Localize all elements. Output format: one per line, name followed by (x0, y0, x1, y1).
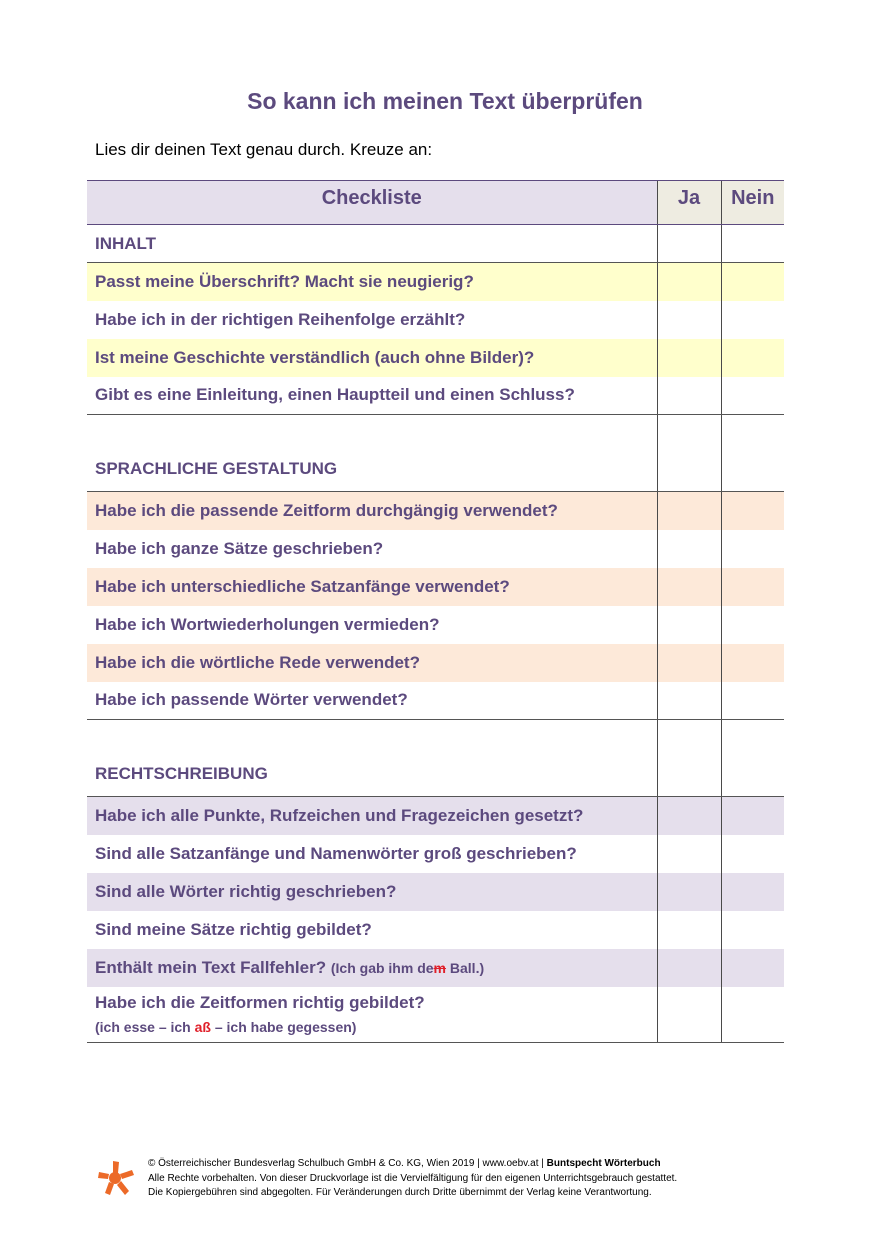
no-checkbox-cell[interactable] (721, 530, 784, 568)
table-row (87, 835, 784, 873)
section-heading-row (87, 225, 784, 263)
no-checkbox-cell[interactable] (721, 492, 784, 530)
no-checkbox-cell[interactable] (721, 949, 784, 987)
yes-checkbox-cell[interactable] (657, 644, 721, 682)
question-text: Ist meine Geschichte verständlich (auch ohne Bilder)? (87, 339, 657, 377)
question-text: Habe ich die Zeitformen richtig gebildet? (95, 993, 425, 1013)
no-checkbox-cell[interactable] (721, 339, 784, 377)
question-text: Gibt es eine Einleitung, einen Hauptteil und einen Schluss? (87, 377, 657, 415)
no-checkbox-cell[interactable] (721, 835, 784, 873)
no-checkbox-cell[interactable] (721, 720, 784, 797)
table-row (87, 530, 784, 568)
table-row (87, 606, 784, 644)
instructions: Lies dir deinen Text genau durch. Kreuze an: (95, 140, 433, 159)
example-end: Ball.) (446, 959, 485, 976)
table-row (87, 492, 784, 530)
table-row (87, 911, 784, 949)
no-checkbox-cell[interactable] (721, 644, 784, 682)
table-row (87, 377, 784, 415)
table-row (87, 949, 784, 987)
no-checkbox-cell[interactable] (721, 873, 784, 911)
yes-header: Ja (657, 181, 721, 225)
section-title-inhalt: INHALT (87, 225, 657, 263)
example-text (95, 1019, 657, 1035)
yes-checkbox-cell[interactable] (657, 835, 721, 873)
table-row (87, 301, 784, 339)
no-checkbox-cell[interactable] (721, 263, 784, 301)
no-checkbox-cell[interactable] (721, 797, 784, 835)
question-text: Habe ich passende Wörter verwendet? (87, 682, 657, 720)
yes-checkbox-cell[interactable] (657, 301, 721, 339)
no-checkbox-cell[interactable] (721, 225, 784, 263)
question-text: Habe ich in der richtigen Reihenfolge erzählt? (95, 309, 466, 329)
question-text: Habe ich Wortwiederholungen vermieden? (95, 614, 440, 634)
section-heading-row (87, 415, 784, 492)
question-text: Sind meine Sätze richtig gebildet? (95, 919, 372, 939)
page-title: So kann ich meinen Text überprüfen (247, 88, 643, 114)
checklist-header: Checkliste (87, 181, 657, 225)
yes-checkbox-cell[interactable] (657, 568, 721, 606)
example-start: (ich esse – ich (95, 1019, 195, 1036)
question-text: Habe ich alle Punkte, Rufzeichen und Fragezeichen gesetzt? (87, 797, 657, 835)
yes-checkbox-cell[interactable] (657, 530, 721, 568)
table-row (87, 873, 784, 911)
example-error: m (433, 959, 446, 976)
yes-checkbox-cell[interactable] (657, 606, 721, 644)
no-header: Nein (721, 181, 784, 225)
example-end: – ich habe gegessen) (210, 1019, 357, 1036)
yes-checkbox-cell[interactable] (657, 987, 721, 1043)
example-start: (Ich gab ihm de (330, 959, 434, 976)
yes-checkbox-cell[interactable] (657, 797, 721, 835)
footer-line-2: Alle Rechte vorbehalten. Von dieser Druckvorlage ist die Vervielfältigung für den eigenen Unterrichtsgebrauch gestattet. (148, 1172, 678, 1184)
yes-checkbox-cell[interactable] (657, 911, 721, 949)
yes-checkbox-cell[interactable] (657, 682, 721, 720)
section-title-sprache: SPRACHLICHE GESTALTUNG (87, 415, 657, 492)
question-text: Passt meine Überschrift? Macht sie neugierig? (87, 263, 657, 301)
question-text: Habe ich die wörtliche Rede verwendet? (87, 644, 657, 682)
table-row (87, 987, 784, 1043)
publisher-logo-icon (96, 1158, 136, 1198)
yes-checkbox-cell[interactable] (657, 339, 721, 377)
table-row (87, 263, 784, 301)
yes-checkbox-cell[interactable] (657, 873, 721, 911)
example-text (331, 960, 484, 976)
yes-checkbox-cell[interactable] (657, 263, 721, 301)
no-checkbox-cell[interactable] (721, 301, 784, 339)
yes-checkbox-cell[interactable] (657, 377, 721, 415)
question-text: Sind alle Wörter richtig geschrieben? (87, 873, 657, 911)
question-fallfehler (87, 949, 657, 987)
question-text: Enthält mein Text Fallfehler? (95, 957, 327, 977)
copyright-text: © Österreichischer Bundesverlag Schulbuch GmbH & Co. KG, Wien 2019 | www.oebv.at | (148, 1158, 547, 1169)
no-checkbox-cell[interactable] (721, 606, 784, 644)
table-row (87, 682, 784, 720)
section-title-rechtschreibung: RECHTSCHREIBUNG (87, 720, 657, 797)
no-checkbox-cell[interactable] (721, 415, 784, 492)
question-zeitformen (87, 987, 657, 1043)
table-row (87, 339, 784, 377)
question-text: Sind alle Satzanfänge und Namenwörter groß geschrieben? (95, 843, 577, 863)
footer-line-1 (148, 1157, 677, 1172)
yes-checkbox-cell[interactable] (657, 949, 721, 987)
section-heading-row (87, 720, 784, 797)
footer (148, 1157, 677, 1201)
no-checkbox-cell[interactable] (721, 911, 784, 949)
table-row (87, 568, 784, 606)
no-checkbox-cell[interactable] (721, 682, 784, 720)
table-row (87, 644, 784, 682)
table-row (87, 797, 784, 835)
no-checkbox-cell[interactable] (721, 568, 784, 606)
question-text: Habe ich ganze Sätze geschrieben? (95, 538, 384, 558)
yes-checkbox-cell[interactable] (657, 415, 721, 492)
checklist-table (87, 180, 784, 1043)
no-checkbox-cell[interactable] (721, 377, 784, 415)
product-name: Buntspecht Wörterbuch (546, 1158, 661, 1169)
question-text: Habe ich unterschiedliche Satzanfänge verwendet? (87, 568, 657, 606)
example-error: aß (194, 1019, 211, 1036)
no-checkbox-cell[interactable] (721, 987, 784, 1043)
yes-checkbox-cell[interactable] (657, 720, 721, 797)
yes-checkbox-cell[interactable] (657, 225, 721, 263)
footer-line-3: Die Kopiergebühren sind abgegolten. Für Veränderungen durch Dritte übernimmt der Verlag keine Verantwortung. (148, 1187, 652, 1198)
question-text: Habe ich die passende Zeitform durchgängig verwendet? (87, 492, 657, 530)
table-header (87, 181, 784, 225)
yes-checkbox-cell[interactable] (657, 492, 721, 530)
